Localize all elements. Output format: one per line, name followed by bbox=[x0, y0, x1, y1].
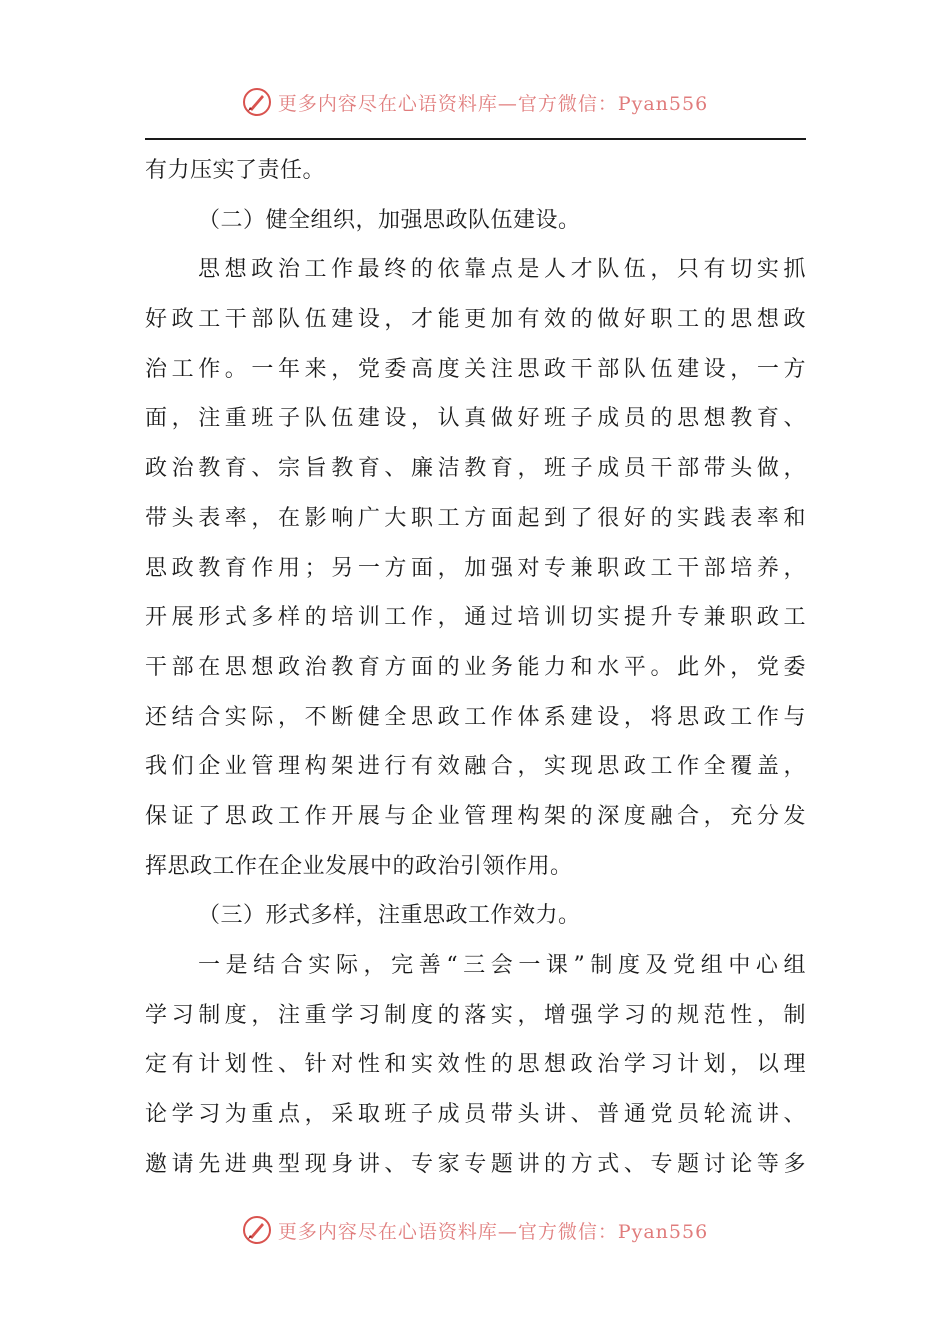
text-line: 还结合实际，不断健全思政工作体系建设，将思政工作与 bbox=[145, 704, 806, 730]
text-line: 治工作。一年来，党委高度关注思政干部队伍建设，一方 bbox=[145, 356, 806, 382]
text-line: 干部在思想政治教育方面的业务能力和水平。此外，党委 bbox=[145, 654, 806, 680]
text-line: 好政工干部队伍建设，才能更加有效的做好职工的思想政 bbox=[145, 307, 806, 333]
quill-logo-icon bbox=[242, 1215, 272, 1245]
text-line: 面，注重班子队伍建设，认真做好班子成员的思想教育、 bbox=[145, 406, 806, 432]
text-line: 论学习为重点，采取班子成员带头讲、普通党员轮流讲、 bbox=[145, 1102, 806, 1128]
text-line: 学习制度，注重学习制度的落实，增强学习的规范性，制 bbox=[145, 1002, 806, 1028]
header-divider bbox=[145, 138, 806, 140]
text-line: 思想政治工作最终的依靠点是人才队伍，只有切实抓 bbox=[198, 257, 806, 283]
section-heading-3: （三）形式多样，注重思政工作效力。 bbox=[198, 903, 581, 929]
text-line: 思政教育作用；另一方面，加强对专兼职政工干部培养， bbox=[145, 555, 806, 581]
text-line: 邀请先进典型现身讲、专家专题讲的方式、专题讨论等多 bbox=[145, 1151, 806, 1177]
document-body bbox=[145, 146, 806, 1189]
header-watermark-text: 更多内容尽在心语资料库—官方微信：Pyan556 bbox=[277, 92, 709, 115]
text-line: 开展形式多样的培训工作，通过培训切实提升专兼职政工 bbox=[145, 605, 806, 631]
text-line: 保证了思政工作开展与企业管理构架的深度融合，充分发 bbox=[145, 803, 806, 829]
section-heading-2: （二）健全组织，加强思政队伍建设。 bbox=[198, 207, 581, 233]
text-line: 有力压实了责任。 bbox=[145, 158, 326, 183]
footer-watermark-banner bbox=[0, 1208, 950, 1252]
text-line: 一是结合实际，完善“三会一课”制度及党组中心组 bbox=[198, 953, 806, 978]
quill-logo-icon bbox=[242, 87, 272, 117]
text-line: 政治教育、宗旨教育、廉洁教育，班子成员干部带头做， bbox=[145, 456, 806, 482]
footer-watermark-text: 更多内容尽在心语资料库—官方微信：Pyan556 bbox=[277, 1220, 709, 1243]
text-line: 带头表率，在影响广大职工方面起到了很好的实践表率和 bbox=[145, 505, 806, 531]
header-watermark-banner bbox=[0, 80, 950, 124]
text-line: 挥思政工作在企业发展中的政治引领作用。 bbox=[145, 853, 573, 879]
text-line: 我们企业管理构架进行有效融合，实现思政工作全覆盖， bbox=[145, 754, 806, 780]
text-line: 定有计划性、针对性和实效性的思想政治学习计划，以理 bbox=[145, 1052, 806, 1078]
